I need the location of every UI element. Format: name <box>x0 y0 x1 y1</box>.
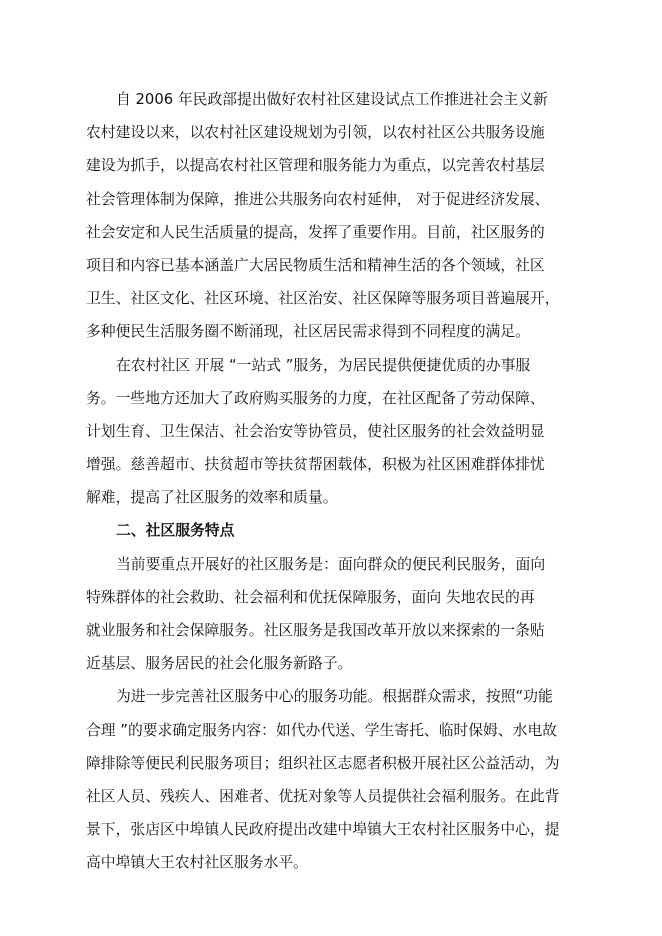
paragraph-3-line-3: 就业服务和社会保障服务。社区服务是我国改革开放以来探索的一条贴 <box>86 622 545 639</box>
paragraph-1-line-5: 社会安定和人民生活质量的提高，发挥了重要作用。目前，社区服务的 <box>86 223 545 241</box>
document-body <box>86 83 576 880</box>
section-heading: 二、社区服务特点 <box>116 522 235 540</box>
paragraph-2-line-3: 计划生育、卫生保洁、社会治安等协管员，使社区服务的社会效益明显 <box>86 422 545 440</box>
paragraph-4-line-5: 景下，张店区中埠镇人民政府提出改建中埠镇大王农村社区服务中心，提 <box>86 821 560 839</box>
paragraph-2-line-5: 解难，提高了社区服务的效率和质量。 <box>86 489 338 507</box>
paragraph-3-line-1: 当前要重点开展好的社区服务是：面向群众的便民利民服务，面向 <box>116 555 546 573</box>
paragraph-2-line-4: 增强。慈善超市、扶贫超市等扶贫帮困载体，积极为社区困难群体排忧 <box>86 456 545 474</box>
paragraph-2-line-2: 务。一些地方还加大了政府购买服务的力度，在社区配备了劳动保障、 <box>86 389 545 407</box>
paragraph-4-line-6: 高中埠镇大王农村社区服务水平。 <box>86 854 308 872</box>
paragraph-1-line-7: 卫生、社区文化、社区环境、社区治安、社区保障等服务项目普遍展开， <box>86 290 560 308</box>
paragraph-1-line-6: 项目和内容已基本涵盖广大居民物质生活和精神生活的各个领域，社区 <box>86 256 545 274</box>
paragraph-4-line-3: 障排除等便民利民服务项目；组织社区志愿者积极开展社区公益活动，为 <box>86 754 560 772</box>
paragraph-1-line-2: 农村建设以来，以农村社区建设规划为引领，以农村社区公共服务设施 <box>86 124 545 142</box>
paragraph-4-line-4: 社区人员、残疾人、困难者、优抚对象等人员提供社会福利服务。在此背 <box>86 787 560 805</box>
paragraph-1-line-4: 社会管理体制为保障，推进公共服务向农村延伸， 对于促进经济发展、 <box>86 190 550 208</box>
paragraph-1-line-3: 建设为抓手，以提高农村社区管理和服务能力为重点，以完善农村基层 <box>86 157 545 175</box>
paragraph-1-line-8: 多种便民生活服务圈不断涌现，社区居民需求得到不同程度的满足。 <box>86 323 530 341</box>
paragraph-2-line-1: 在农村社区 开展 “一站式 ”服务，为居民提供便捷优质的办事服 <box>116 356 531 374</box>
paragraph-3-line-4: 近基层、服务居民的社会化服务新路子。 <box>86 655 353 673</box>
paragraph-4-line-2: 合理 ”的要求确定服务内容：如代办代送、学生寄托、临时保姆、水电故 <box>86 721 558 739</box>
paragraph-1-line-1: 自 2006 年民政部提出做好农村社区建设试点工作推进社会主义新 <box>116 91 548 108</box>
paragraph-3-line-2: 特殊群体的社会救助、社会福利和优抚保障服务，面向 失地农民的再 <box>86 588 535 606</box>
paragraph-4-line-1: 为进一步完善社区服务中心的服务功能。根据群众需求，按照“功能 <box>116 688 553 706</box>
